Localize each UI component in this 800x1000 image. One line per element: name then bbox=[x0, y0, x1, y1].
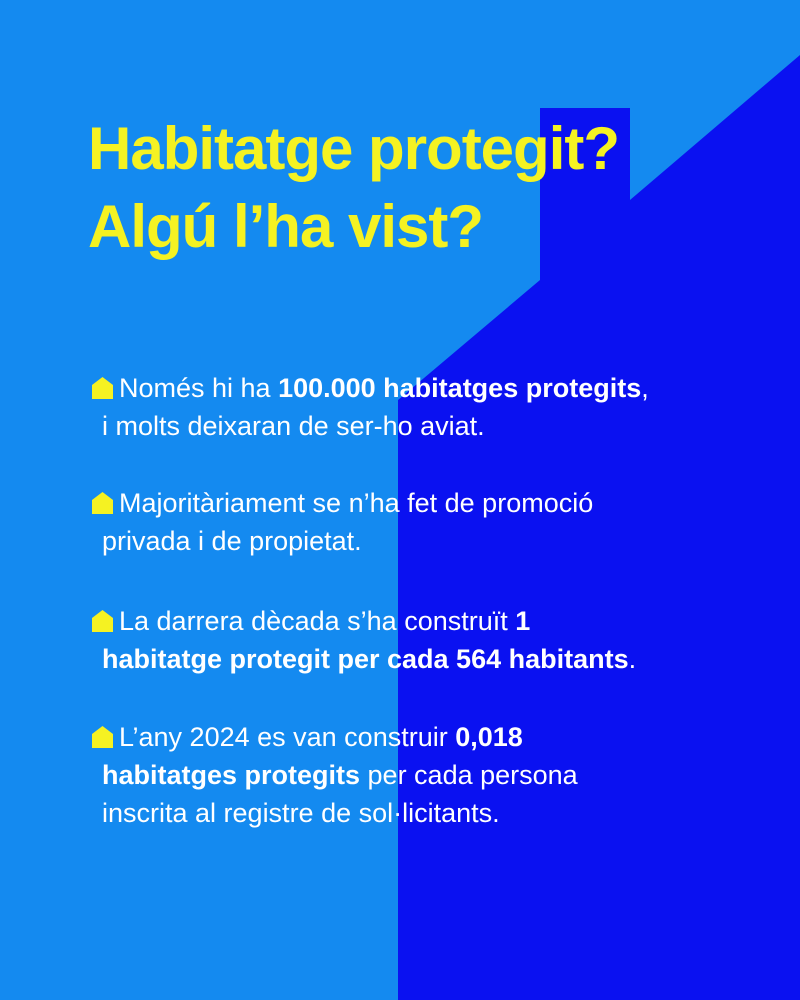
bullet-2-line-1 bbox=[90, 484, 780, 522]
bullet-item-4 bbox=[90, 718, 780, 832]
bullet-1-line-2: i molts deixaran de ser-ho aviat. bbox=[102, 411, 485, 441]
bullet-2-line-2: privada i de propietat. bbox=[102, 526, 362, 556]
bullet-3-line-1 bbox=[90, 602, 780, 640]
bullet-3-text-a: La darrera dècada s’ha construït bbox=[119, 606, 516, 636]
house-icon bbox=[90, 375, 115, 400]
bullet-item-3 bbox=[90, 602, 780, 678]
bullet-3-text-b: . bbox=[628, 644, 637, 674]
bullet-4-line-1 bbox=[90, 718, 780, 756]
bullet-item-1 bbox=[90, 369, 780, 445]
house-icon bbox=[90, 608, 115, 633]
bullet-3-bold-b: habitatge protegit per cada 564 habitants bbox=[102, 644, 629, 674]
house-icon bbox=[90, 490, 115, 515]
bullet-4-text-a: L’any 2024 es van construir bbox=[119, 722, 456, 752]
bullet-1-line-1 bbox=[90, 369, 780, 407]
bullet-4-line-3: inscrita al registre de sol·licitants. bbox=[102, 798, 500, 828]
title-line-1: Habitatge protegit? bbox=[88, 115, 619, 182]
bullet-4-bold-b: habitatges protegits bbox=[102, 760, 361, 790]
bullet-1-text-a: Només hi ha bbox=[119, 373, 279, 403]
page-title bbox=[88, 110, 619, 266]
bullet-1-bold: 100.000 habitatges protegits bbox=[278, 373, 642, 403]
bullet-1-text-c: , bbox=[641, 373, 649, 403]
bullet-4-bold-a: 0,018 bbox=[455, 722, 523, 752]
bullet-4-text-b: per cada persona bbox=[360, 760, 578, 790]
bullet-4-line-2 bbox=[90, 756, 780, 794]
bullet-3-bold-a: 1 bbox=[515, 606, 531, 636]
bullet-3-line-2 bbox=[90, 640, 780, 678]
title-line-2: Algú l’ha vist? bbox=[88, 193, 484, 260]
house-icon bbox=[90, 724, 115, 749]
bullet-item-2 bbox=[90, 484, 780, 560]
bullet-2-text-a: Majoritàriament se n’ha fet de promoció bbox=[119, 488, 594, 518]
